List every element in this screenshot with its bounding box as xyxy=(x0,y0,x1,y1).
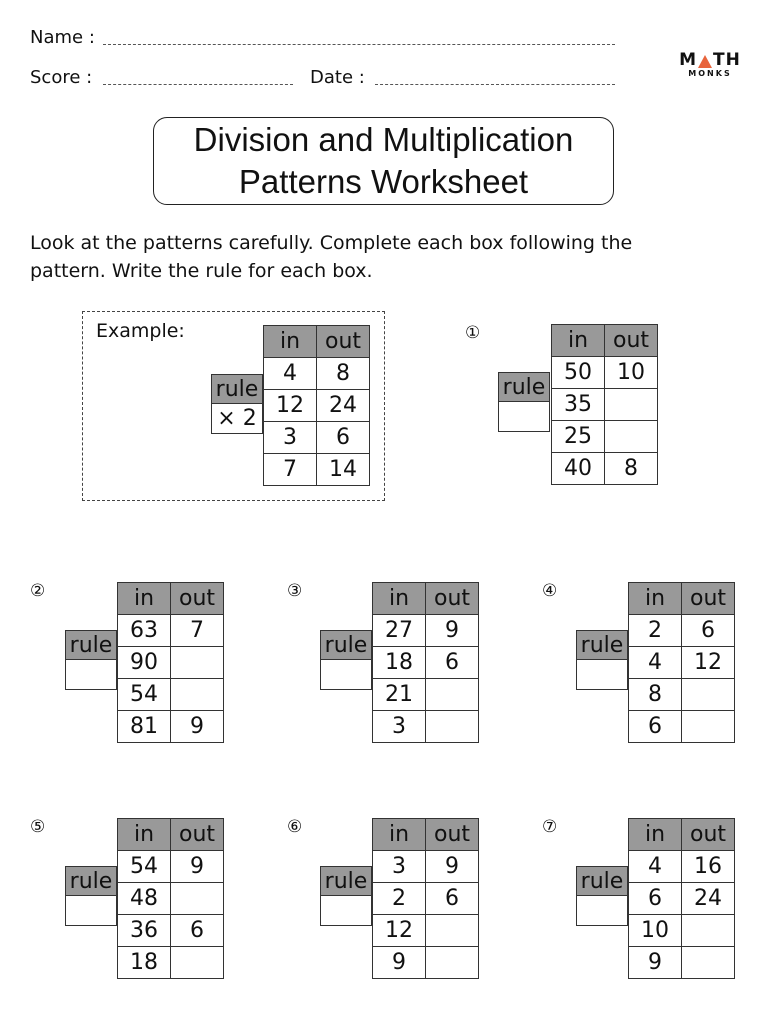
in-cell: 18 xyxy=(118,947,171,979)
rule-header: rule xyxy=(211,374,263,404)
out-cell[interactable] xyxy=(171,647,224,679)
out-cell[interactable]: 9 xyxy=(171,851,224,883)
out-cell[interactable]: 9 xyxy=(426,615,479,647)
in-header: in xyxy=(373,819,426,851)
in-header: in xyxy=(629,819,682,851)
out-cell: 8 xyxy=(317,358,370,390)
in-cell: 3 xyxy=(264,422,317,454)
problem-number: ② xyxy=(30,581,46,601)
title-line-2: Patterns Worksheet xyxy=(238,163,529,200)
out-cell[interactable] xyxy=(426,947,479,979)
out-cell[interactable] xyxy=(682,947,735,979)
logo-text-th: TH xyxy=(713,50,741,70)
problem-2-rule-box xyxy=(65,630,117,690)
rule-answer-field[interactable] xyxy=(498,402,550,432)
out-cell[interactable]: 6 xyxy=(426,883,479,915)
out-cell[interactable] xyxy=(171,679,224,711)
problem-number: ③ xyxy=(287,581,303,601)
worksheet-title xyxy=(153,117,614,205)
out-cell[interactable]: 12 xyxy=(682,647,735,679)
in-header: in xyxy=(373,583,426,615)
in-cell: 6 xyxy=(629,883,682,915)
problem-1-rule-box xyxy=(498,372,550,432)
in-cell: 4 xyxy=(629,647,682,679)
out-header: out xyxy=(171,819,224,851)
out-header: out xyxy=(426,583,479,615)
problem-5-rule-box xyxy=(65,866,117,926)
in-cell: 21 xyxy=(373,679,426,711)
problem-6-rule-box xyxy=(320,866,372,926)
problem-number: ④ xyxy=(542,581,558,601)
in-cell: 4 xyxy=(264,358,317,390)
in-cell: 2 xyxy=(629,615,682,647)
out-cell[interactable] xyxy=(682,915,735,947)
score-label: Score : xyxy=(30,67,93,88)
in-cell: 4 xyxy=(629,851,682,883)
problem-4-table xyxy=(628,582,735,743)
out-cell[interactable] xyxy=(171,883,224,915)
out-cell[interactable] xyxy=(171,947,224,979)
in-cell: 54 xyxy=(118,679,171,711)
rule-header: rule xyxy=(65,866,117,896)
in-cell: 18 xyxy=(373,647,426,679)
logo-triangle-icon xyxy=(698,55,712,68)
problem-number: ⑤ xyxy=(30,817,46,837)
out-cell[interactable] xyxy=(682,679,735,711)
out-cell[interactable]: 6 xyxy=(682,615,735,647)
out-cell[interactable]: 8 xyxy=(605,453,658,485)
rule-header: rule xyxy=(498,372,550,402)
out-cell[interactable] xyxy=(605,389,658,421)
out-header: out xyxy=(682,819,735,851)
in-cell: 54 xyxy=(118,851,171,883)
rule-answer-field[interactable] xyxy=(65,660,117,690)
out-cell[interactable]: 6 xyxy=(426,647,479,679)
out-header: out xyxy=(682,583,735,615)
problem-7-table xyxy=(628,818,735,979)
out-cell[interactable] xyxy=(426,711,479,743)
problem-number: ⑥ xyxy=(287,817,303,837)
instructions-line-1: Look at the patterns carefully. Complete each box following the xyxy=(30,232,633,254)
rule-answer-field[interactable] xyxy=(320,896,372,926)
in-header: in xyxy=(264,326,317,358)
out-header: out xyxy=(605,325,658,357)
out-cell[interactable]: 6 xyxy=(171,915,224,947)
rule-answer-field[interactable] xyxy=(320,660,372,690)
in-header: in xyxy=(118,819,171,851)
out-cell[interactable] xyxy=(682,711,735,743)
problem-3-rule-box xyxy=(320,630,372,690)
out-header: out xyxy=(171,583,224,615)
example-label: Example: xyxy=(96,320,185,342)
title-line-1: Division and Multiplication xyxy=(193,121,574,158)
in-cell: 8 xyxy=(629,679,682,711)
in-cell: 25 xyxy=(552,421,605,453)
in-cell: 40 xyxy=(552,453,605,485)
problem-1-table xyxy=(551,324,658,485)
in-cell: 48 xyxy=(118,883,171,915)
math-monks-logo xyxy=(680,50,740,78)
rule-answer-field[interactable] xyxy=(576,660,628,690)
in-cell: 3 xyxy=(373,851,426,883)
problem-5-table xyxy=(117,818,224,979)
in-cell: 12 xyxy=(264,390,317,422)
logo-subtext: MONKS xyxy=(688,69,732,78)
date-label: Date : xyxy=(310,67,365,88)
in-cell: 3 xyxy=(373,711,426,743)
in-header: in xyxy=(552,325,605,357)
out-cell[interactable]: 10 xyxy=(605,357,658,389)
out-cell[interactable]: 9 xyxy=(171,711,224,743)
problem-4-rule-box xyxy=(576,630,628,690)
name-field[interactable] xyxy=(103,44,615,45)
in-cell: 35 xyxy=(552,389,605,421)
in-cell: 50 xyxy=(552,357,605,389)
rule-header: rule xyxy=(320,630,372,660)
out-header: out xyxy=(426,819,479,851)
instructions xyxy=(30,229,730,285)
in-cell: 63 xyxy=(118,615,171,647)
in-cell: 90 xyxy=(118,647,171,679)
out-cell[interactable] xyxy=(605,421,658,453)
rule-header: rule xyxy=(65,630,117,660)
problem-6-table xyxy=(372,818,479,979)
in-header: in xyxy=(629,583,682,615)
problem-number: ① xyxy=(465,323,481,343)
out-cell[interactable]: 9 xyxy=(426,851,479,883)
date-field[interactable] xyxy=(375,84,615,85)
in-cell: 27 xyxy=(373,615,426,647)
in-cell: 36 xyxy=(118,915,171,947)
out-cell[interactable] xyxy=(426,915,479,947)
problem-7-rule-box xyxy=(576,866,628,926)
in-cell: 7 xyxy=(264,454,317,486)
out-cell[interactable] xyxy=(426,679,479,711)
in-cell: 81 xyxy=(118,711,171,743)
logo-text-m: M xyxy=(679,50,698,70)
in-cell: 9 xyxy=(373,947,426,979)
out-header: out xyxy=(317,326,370,358)
in-cell: 10 xyxy=(629,915,682,947)
in-cell: 2 xyxy=(373,883,426,915)
rule-answer-field[interactable] xyxy=(65,896,117,926)
instructions-line-2: pattern. Write the rule for each box. xyxy=(30,260,373,282)
out-cell: 6 xyxy=(317,422,370,454)
rule-answer-field[interactable] xyxy=(576,896,628,926)
out-cell[interactable]: 7 xyxy=(171,615,224,647)
example-table xyxy=(263,325,370,486)
rule-header: rule xyxy=(320,866,372,896)
out-cell: 24 xyxy=(317,390,370,422)
score-field[interactable] xyxy=(103,84,293,85)
problem-2-table xyxy=(117,582,224,743)
in-header: in xyxy=(118,583,171,615)
rule-header: rule xyxy=(576,866,628,896)
in-cell: 12 xyxy=(373,915,426,947)
name-label: Name : xyxy=(30,27,95,48)
out-cell: 14 xyxy=(317,454,370,486)
rule-header: rule xyxy=(576,630,628,660)
example-rule-value: × 2 xyxy=(211,404,263,434)
out-cell[interactable]: 16 xyxy=(682,851,735,883)
problem-number: ⑦ xyxy=(542,817,558,837)
out-cell[interactable]: 24 xyxy=(682,883,735,915)
problem-3-table xyxy=(372,582,479,743)
example-rule-box xyxy=(211,374,263,434)
in-cell: 9 xyxy=(629,947,682,979)
in-cell: 6 xyxy=(629,711,682,743)
